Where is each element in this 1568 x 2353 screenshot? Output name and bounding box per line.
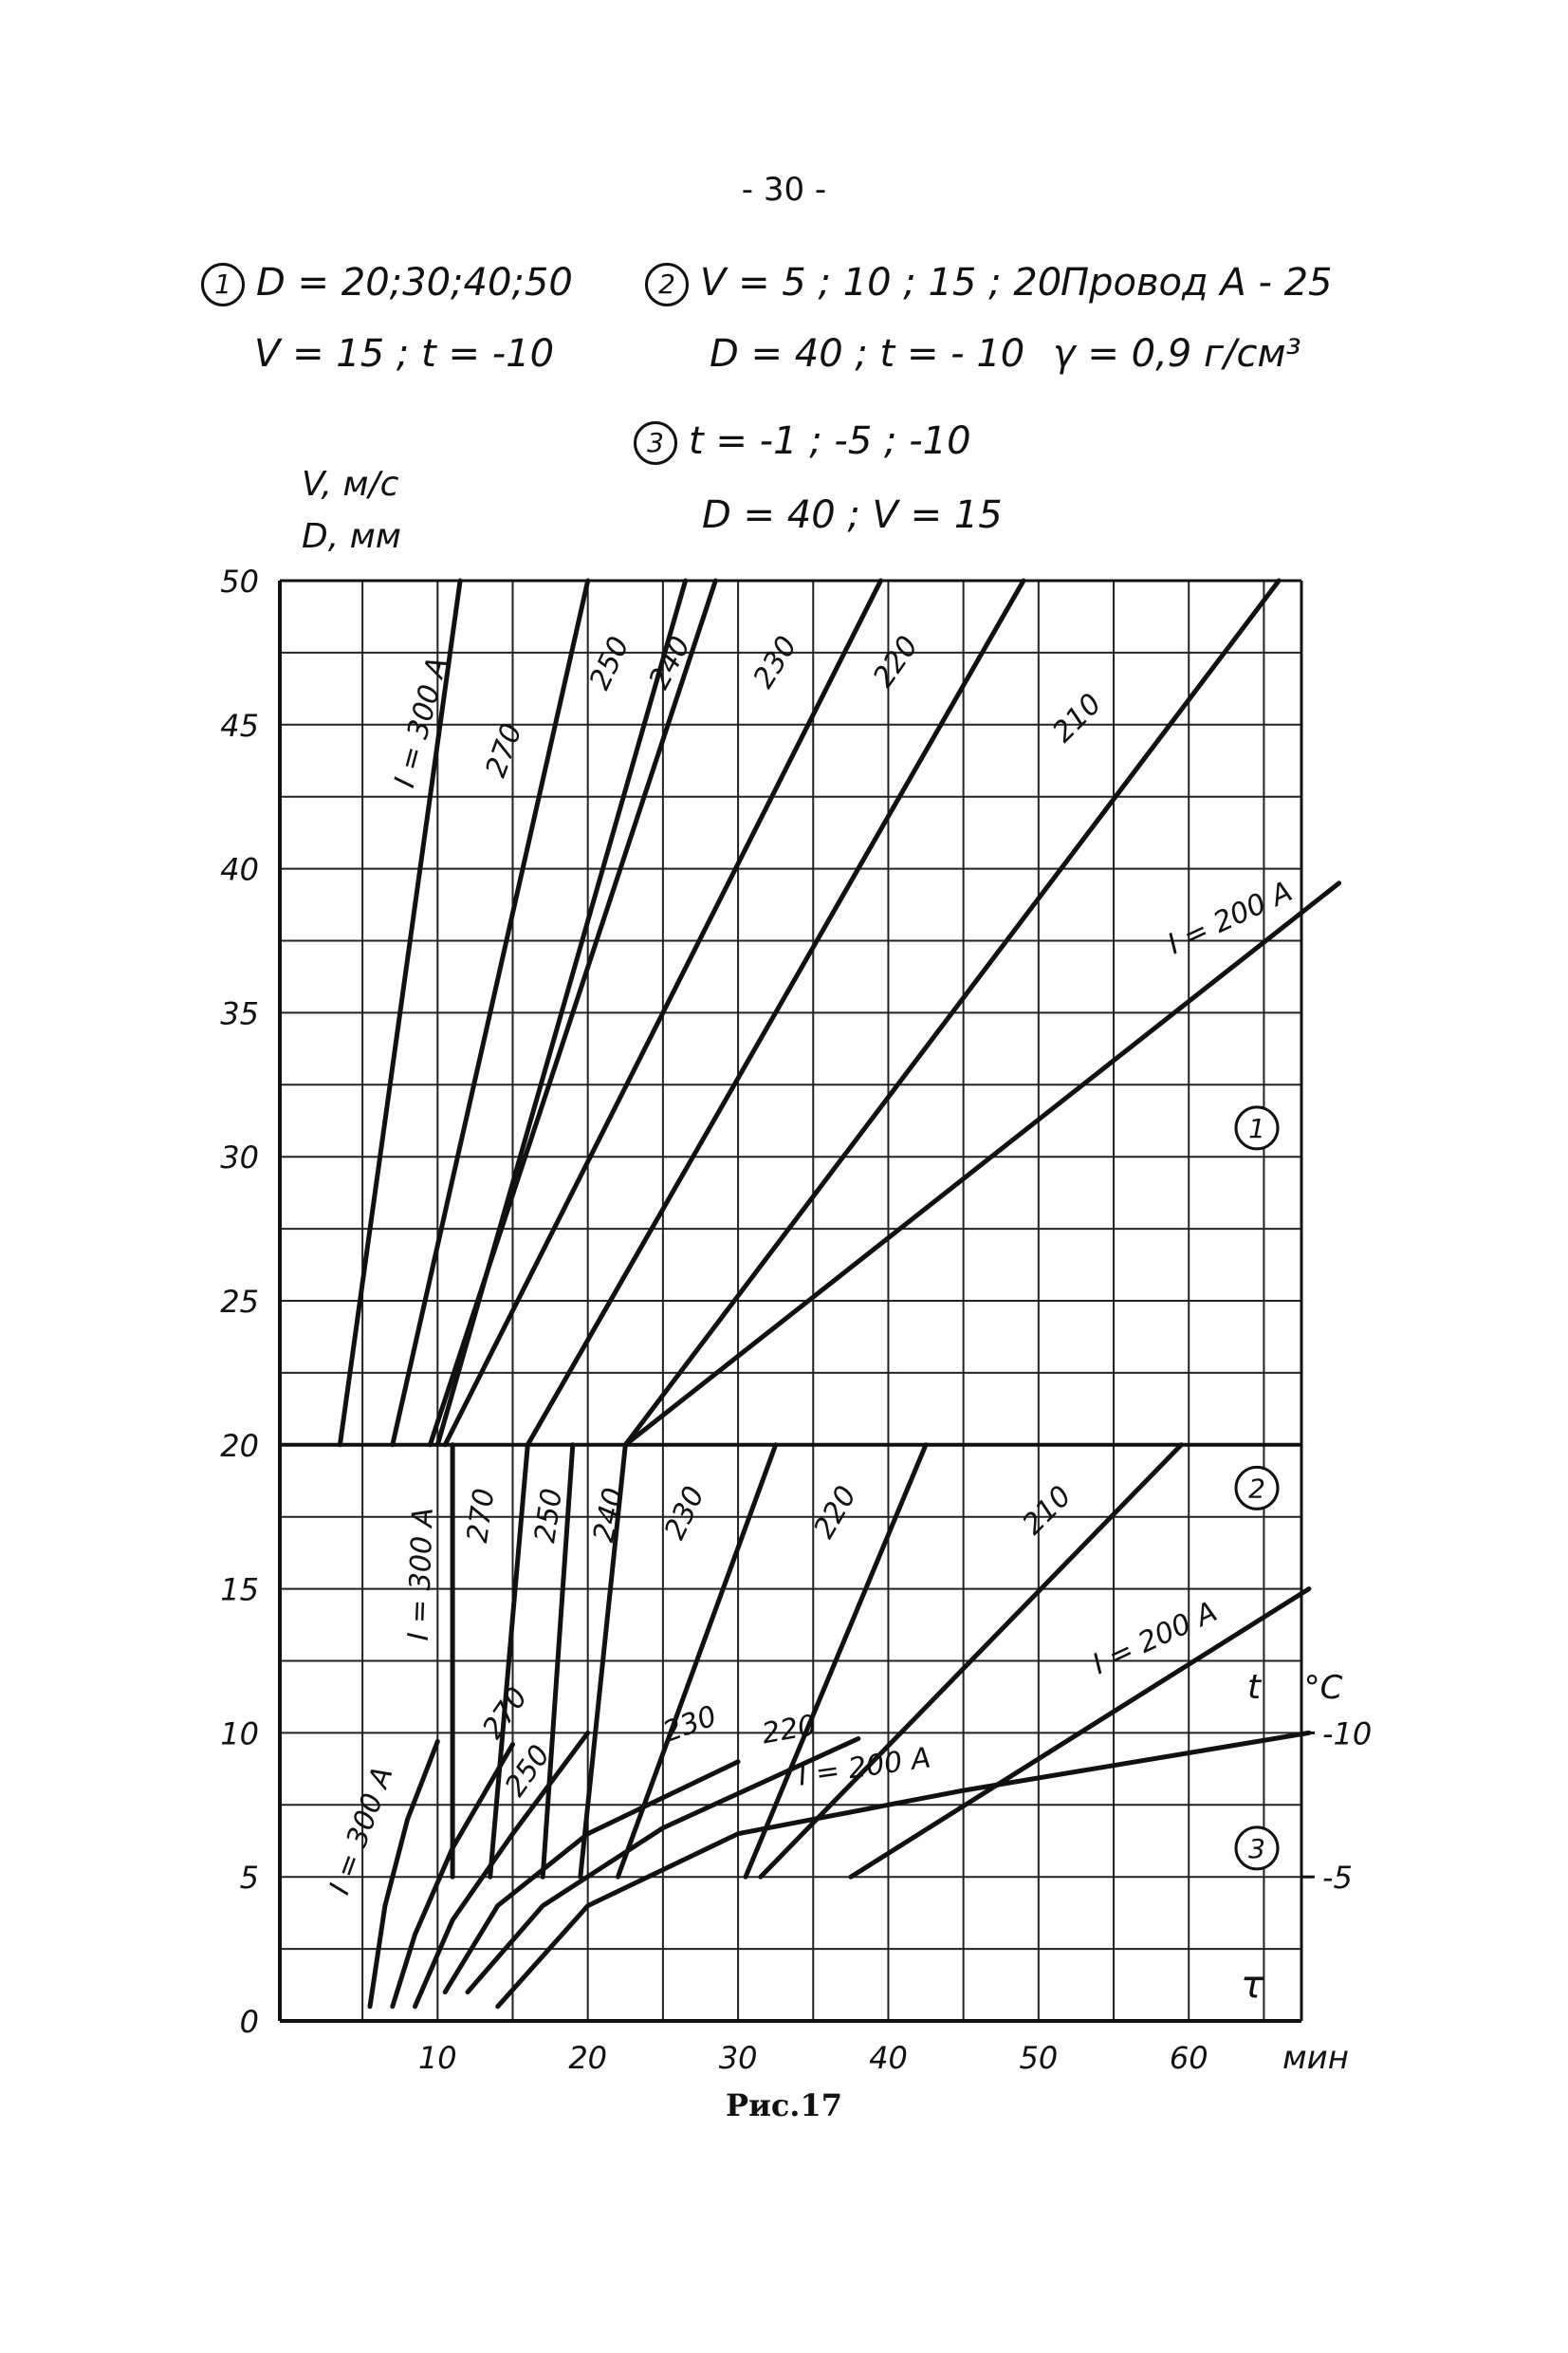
x-tick-label: 10 [417,2040,457,2076]
curve-label: 220 [807,1480,864,1545]
y-tick-label: 30 [220,1139,259,1176]
y-tick-label: 10 [220,1715,259,1752]
y-tick-label: 5 [239,1860,259,1897]
figure-caption: Рис.17 [726,2087,842,2123]
x-tick-label: 20 [568,2040,608,2076]
curve-label: I = 300 A [323,1762,400,1899]
y-tick-label: 45 [220,707,259,744]
y-tick-label: 20 [220,1427,259,1464]
curve-label: I = 200 A [1087,1595,1223,1682]
x-tick-label: 50 [1019,2040,1059,2076]
curve-label: 270 [475,1681,535,1746]
curve-label: 230 [747,630,804,695]
curve-label: I = 200 A [796,1741,933,1793]
group-1-line2: V = 15 ; t = -10 [254,332,555,376]
curve-label: 210 [1016,1479,1079,1542]
wire-type: Провод А - 25 [1061,261,1333,305]
y-tick-label: 40 [220,851,259,888]
y-tick-label: 50 [220,564,259,600]
curve-label: 210 [1046,687,1109,750]
curve-label: I = 300 A [388,654,455,791]
x-tick-label: 60 [1169,2040,1208,2076]
y-axis-label-velocity: V, м/с [302,465,399,504]
tau-label: τ [1240,1963,1264,2008]
y-tick-label: 25 [220,1284,259,1320]
curve-labels [323,630,1298,1899]
curve-label: 240 [642,631,698,695]
t-tick-label: -5 [1322,1860,1353,1897]
series-line [625,883,1338,1445]
y-tick-label: 15 [220,1571,259,1608]
y-tick-label: 0 [239,2004,259,2040]
page-number: - 30 - [741,171,827,209]
grid [280,581,1301,2021]
curve-label: 220 [866,630,926,695]
curve-label: 270 [461,1486,502,1546]
curve-label: 250 [582,631,636,695]
region-label: 2 [1248,1473,1265,1505]
wire-density: γ = 0,9 г/см³ [1053,332,1301,376]
y-tick-label: 35 [220,995,259,1032]
curve-label: 220 [759,1708,820,1751]
group-2-marker: 2 [645,263,689,306]
group-3-line1: t = -1 ; -5 ; -10 [689,419,971,463]
group-1-marker: 1 [201,263,245,306]
curve-label: 250 [498,1738,558,1803]
curve-label: I = 200 A [1162,875,1298,962]
region-label: 1 [1248,1112,1265,1144]
x-tick-label: 30 [718,2040,758,2076]
group-1-line1: D = 20;30;40;50 [256,261,573,305]
curve-label: 250 [528,1486,569,1546]
region-markers [1236,1107,1372,2008]
curve-label: 240 [586,1485,632,1546]
group-2-line1: V = 5 ; 10 ; 15 ; 20 [700,261,1062,305]
curve-label: 230 [658,1699,722,1750]
curve-label: I = 300 A [401,1507,440,1641]
curve-label: 270 [479,719,529,782]
x-tick-label: 40 [869,2040,908,2076]
t-axis-unit: °C [1303,1668,1343,1707]
group-3-line2: D = 40 ; V = 15 [702,493,1003,537]
region-label: 3 [1248,1832,1265,1864]
t-axis-label: t [1246,1667,1262,1707]
group-2-line2: D = 40 ; t = - 10 [710,332,1025,376]
y-axis-label-diameter: D, мм [302,517,401,556]
group-3-marker: 3 [634,421,677,465]
t-tick-label: -10 [1322,1715,1373,1752]
curve-label: 230 [657,1481,711,1546]
x-axis-unit: мин [1282,2039,1349,2077]
